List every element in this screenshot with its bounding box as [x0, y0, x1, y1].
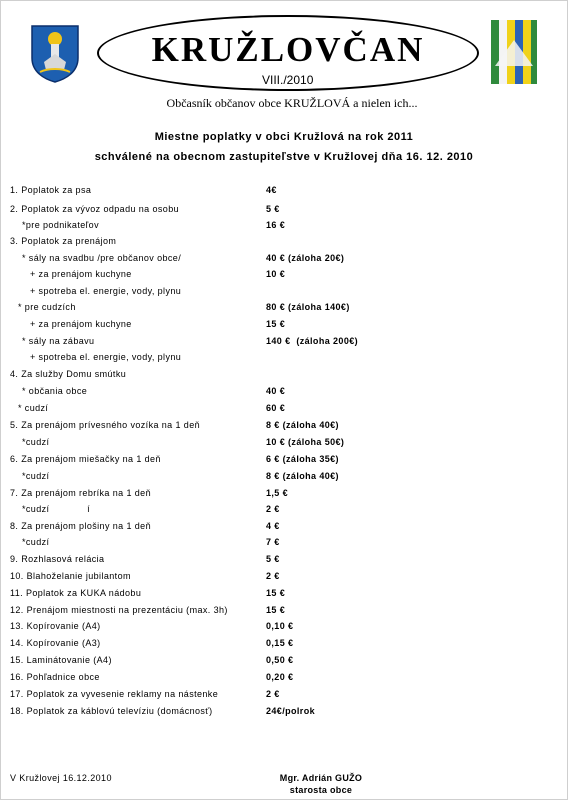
fee-label: + za prenájom kuchyne [30, 319, 132, 329]
fee-label: 10. Blahoželanie jubilantom [10, 571, 131, 581]
fee-price: 2 € [266, 571, 280, 581]
fee-price: 15 € [266, 319, 286, 329]
fee-price: 4€ [266, 185, 277, 195]
document-subtitle: schválené na obecnom zastupiteľstve v Kružlovej dňa 16. 12. 2010 [94, 151, 474, 163]
fee-row [0, 655, 568, 671]
fee-price: 40 € [266, 386, 286, 396]
fee-label: *cudzí [22, 471, 50, 481]
fee-label: 4. Za služby Domu smútku [10, 369, 127, 379]
fee-row [0, 286, 568, 302]
fee-price: 2 € [266, 689, 280, 699]
fee-label: 13. Kopírovanie (A4) [10, 621, 101, 631]
village-flag-icon [491, 20, 537, 84]
fee-price: 0,10 € [266, 621, 294, 631]
fee-row [0, 554, 568, 570]
fee-label: 16. Pohľadnice obce [10, 672, 100, 682]
fee-label: 14. Kopírovanie (A3) [10, 638, 101, 648]
fee-price: 60 € [266, 403, 286, 413]
signatory-title: starosta obce [289, 785, 353, 795]
fee-label: *pre podnikateľov [22, 220, 99, 230]
fee-row [0, 588, 568, 604]
fee-row [0, 185, 568, 201]
fee-row [0, 454, 568, 470]
fee-row [0, 437, 568, 453]
fee-row [0, 403, 568, 419]
fee-price: 0,20 € [266, 672, 294, 682]
fee-label: 7. Za prenájom rebríka na 1 deň [10, 488, 151, 498]
village-coat-of-arms-icon [30, 24, 80, 84]
fee-row [0, 706, 568, 722]
fee-label: + za prenájom kuchyne [30, 269, 132, 279]
fee-price: 6 € (záloha 35€) [266, 454, 339, 464]
fee-label: * pre cudzích [18, 302, 76, 312]
fee-price: 8 € (záloha 40€) [266, 420, 339, 430]
fee-price: 2 € [266, 504, 280, 514]
fee-price: 0,50 € [266, 655, 294, 665]
fee-price: 10 € (záloha 50€) [266, 437, 345, 447]
fee-label: * sály na zábavu [22, 336, 95, 346]
fee-row [0, 471, 568, 487]
fee-row [0, 605, 568, 621]
fee-price: 8 € (záloha 40€) [266, 471, 339, 481]
fee-row [0, 521, 568, 537]
fee-label: *cudzí í [22, 504, 91, 514]
fee-row [0, 204, 568, 220]
fee-price: 80 € (záloha 140€) [266, 302, 350, 312]
fee-price: 15 € [266, 605, 286, 615]
fee-row [0, 571, 568, 587]
fee-price: 24€/polrok [266, 706, 316, 716]
fee-label: * občania obce [22, 386, 88, 396]
fee-label: 1. Poplatok za psa [10, 185, 92, 195]
place-and-date: V Kružlovej 16.12.2010 [10, 773, 112, 783]
fee-label: 9. Rozhlasová relácia [10, 554, 105, 564]
fee-label: 3. Poplatok za prenájom [10, 236, 117, 246]
document-title: Miestne poplatky v obci Kružlová na rok 2011 [154, 131, 414, 143]
fee-label: *cudzí [22, 437, 50, 447]
signatory-name: Mgr. Adrián GUŽO [279, 773, 363, 783]
fee-row [0, 220, 568, 236]
fee-price: 10 € [266, 269, 286, 279]
fee-row [0, 504, 568, 520]
fee-label: * sály na svadbu /pre občanov obce/ [22, 253, 182, 263]
fee-label: 18. Poplatok za káblovú televíziu (domácnosť) [10, 706, 213, 716]
fee-price: 40 € (záloha 20€) [266, 253, 345, 263]
fee-label: 15. Laminátovanie (A4) [10, 655, 112, 665]
fee-label: 17. Poplatok za vyvesenie reklamy na nástenke [10, 689, 219, 699]
fee-price: 1,5 € [266, 488, 289, 498]
fee-price: 0,15 € [266, 638, 294, 648]
fee-price: 7 € [266, 537, 280, 547]
fee-row [0, 420, 568, 436]
fee-price: 16 € [266, 220, 286, 230]
masthead-title: KRUŽLOVČAN [151, 30, 425, 69]
signature-block [266, 772, 376, 796]
fee-label: 11. Poplatok za KUKA nádobu [10, 588, 142, 598]
fee-label: *cudzí [22, 537, 50, 547]
fee-label: 2. Poplatok za vývoz odpadu na osobu [10, 204, 180, 214]
fee-row [0, 236, 568, 252]
fee-price: 5 € [266, 204, 280, 214]
fee-price: 4 € [266, 521, 280, 531]
fee-label: 8. Za prenájom plošiny na 1 deň [10, 521, 151, 531]
fee-row [0, 621, 568, 637]
fee-row [0, 302, 568, 318]
fee-row [0, 488, 568, 504]
fee-row [0, 336, 568, 352]
fee-row [0, 672, 568, 688]
fee-price: 5 € [266, 554, 280, 564]
fee-row [0, 638, 568, 654]
fee-row [0, 319, 568, 335]
fee-row [0, 352, 568, 368]
fee-row [0, 386, 568, 402]
fee-label: + spotreba el. energie, vody, plynu [30, 352, 182, 362]
fee-label: 5. Za prenájom prívesného vozíka na 1 deň [10, 420, 201, 430]
masthead-subtitle: Občasník občanov obce KRUŽLOVÁ a nielen ich... [166, 96, 418, 110]
fee-label: + spotreba el. energie, vody, plynu [30, 286, 182, 296]
fee-price: 15 € [266, 588, 286, 598]
fee-row [0, 253, 568, 269]
fee-label: 6. Za prenájom miešačky na 1 deň [10, 454, 161, 464]
fee-row [0, 537, 568, 553]
fee-label: * cudzí [18, 403, 49, 413]
fee-label: 12. Prenájom miestnosti na prezentáciu (max. 3h) [10, 605, 228, 615]
masthead-issue: VIII./2010 [262, 73, 314, 87]
fee-row [0, 369, 568, 385]
fee-row [0, 689, 568, 705]
fee-row [0, 269, 568, 285]
fee-price: 140 € (záloha 200€) [266, 336, 359, 346]
